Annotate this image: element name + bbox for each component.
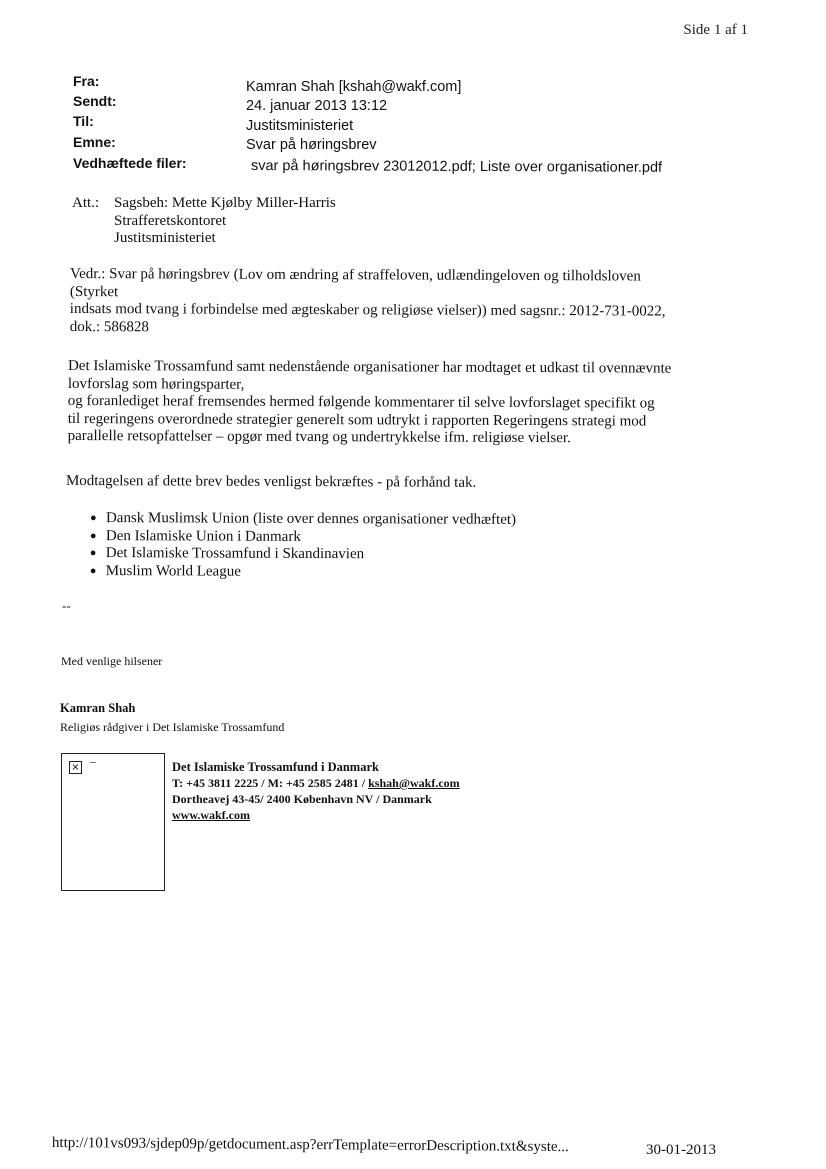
organization-list bbox=[90, 510, 516, 582]
paragraph-line: og foranlediget heraf fremsendes hermed følgende kommentarer til selve lovforslaget specifikt og bbox=[67, 392, 655, 412]
attention-line: Strafferetskontoret bbox=[114, 212, 227, 229]
footer-date: 30-01-2013 bbox=[646, 1142, 716, 1158]
acknowledgement-line: Modtagelsen af dette brev bedes venligst bekræftes - på forhånd tak. bbox=[65, 473, 477, 491]
regarding-line: (Styrket bbox=[69, 283, 119, 300]
org-name: Det Islamiske Trossamfund i Danmark bbox=[172, 760, 379, 774]
contact-line bbox=[172, 775, 460, 791]
attention-label: Att.: bbox=[72, 195, 100, 211]
sender-role: Religiøs rådgiver i Det Islamiske Trossamfund bbox=[60, 720, 285, 734]
email-link[interactable]: kshah@wakf.com bbox=[368, 776, 460, 790]
subject-label: Emne: bbox=[73, 134, 116, 150]
from-value: Kamran Shah [kshah@wakf.com] bbox=[246, 79, 462, 95]
attention-line: Justitsministeriet bbox=[114, 230, 216, 246]
signature-separator: -- bbox=[62, 598, 71, 613]
regarding-line: indsats mod tvang i forbindelse med ægteskaber og religiøse vielser)) med sagsnr.: 2012-731-0022, bbox=[69, 300, 666, 320]
sent-label: Sendt: bbox=[73, 93, 117, 109]
attention-lines bbox=[114, 195, 336, 248]
attachments-label: Vedhæftede filer: bbox=[73, 155, 187, 171]
attachments-value: svar på høringsbrev 23012012.pdf; Liste over organisationer.pdf bbox=[250, 158, 663, 176]
to-value: Justitsministeriet bbox=[246, 118, 354, 134]
list-item: ● Muslim World League bbox=[89, 562, 241, 580]
address-line: Dortheavej 43-45/ 2400 København NV / Danmark bbox=[172, 792, 432, 806]
paragraph-line: lovforslag som høringsparter, bbox=[67, 375, 245, 393]
phone-numbers: T: +45 3811 2225 / M: +45 2585 2481 / bbox=[172, 776, 369, 790]
paragraph-line: til regeringens overordnede strategier generelt som udtrykt i rapporten Regeringens strategi mod bbox=[67, 410, 647, 430]
website-link[interactable]: www.wakf.com bbox=[172, 808, 250, 822]
main-paragraph bbox=[68, 358, 672, 448]
bullet-icon: ● bbox=[89, 511, 97, 525]
bullet-icon: ● bbox=[89, 564, 97, 577]
logo-caption: – bbox=[90, 754, 96, 768]
attention-line: Sagsbeh: Mette Kjølby Miller-Harris bbox=[114, 195, 336, 211]
organization-card bbox=[172, 759, 460, 823]
broken-image-icon: × bbox=[69, 761, 82, 774]
logo-image-placeholder bbox=[61, 753, 165, 891]
list-item: ● Dansk Muslimsk Union (liste over dennes organisationer vedhæftet) bbox=[89, 510, 517, 528]
bullet-icon: ● bbox=[89, 529, 97, 542]
paragraph-line: parallelle retsopfattelser – opgør med tvang og undertrykkelse ifm. religiøse vielser. bbox=[67, 427, 571, 447]
closing-text: Med venlige hilsener bbox=[61, 654, 163, 668]
subject-value: Svar på høringsbrev bbox=[246, 137, 377, 153]
to-label: Til: bbox=[73, 113, 94, 129]
regarding-block bbox=[70, 266, 666, 339]
regarding-line: Vedr.: Svar på høringsbrev (Lov om ændring af straffeloven, udlændingeloven og tilholdsloven bbox=[69, 266, 641, 285]
sent-value: 24. januar 2013 13:12 bbox=[246, 98, 388, 114]
list-item: ● Den Islamiske Union i Danmark bbox=[89, 527, 301, 545]
page-number: Side 1 af 1 bbox=[683, 22, 748, 38]
regarding-line: dok.: 586828 bbox=[69, 318, 149, 335]
from-label: Fra: bbox=[73, 73, 100, 89]
footer-url: http://101vs093/sjdep09p/getdocument.asp?errTemplate=errorDescription.txt&syste... bbox=[51, 1135, 569, 1156]
sender-name: Kamran Shah bbox=[60, 701, 136, 715]
paragraph-line: Det Islamiske Trossamfund samt nedenstående organisationer har modtaget et udkast til ovennævnte bbox=[67, 358, 672, 377]
bullet-icon: ● bbox=[89, 546, 97, 560]
list-item: ● Det Islamiske Trossamfund i Skandinavien bbox=[89, 545, 365, 563]
